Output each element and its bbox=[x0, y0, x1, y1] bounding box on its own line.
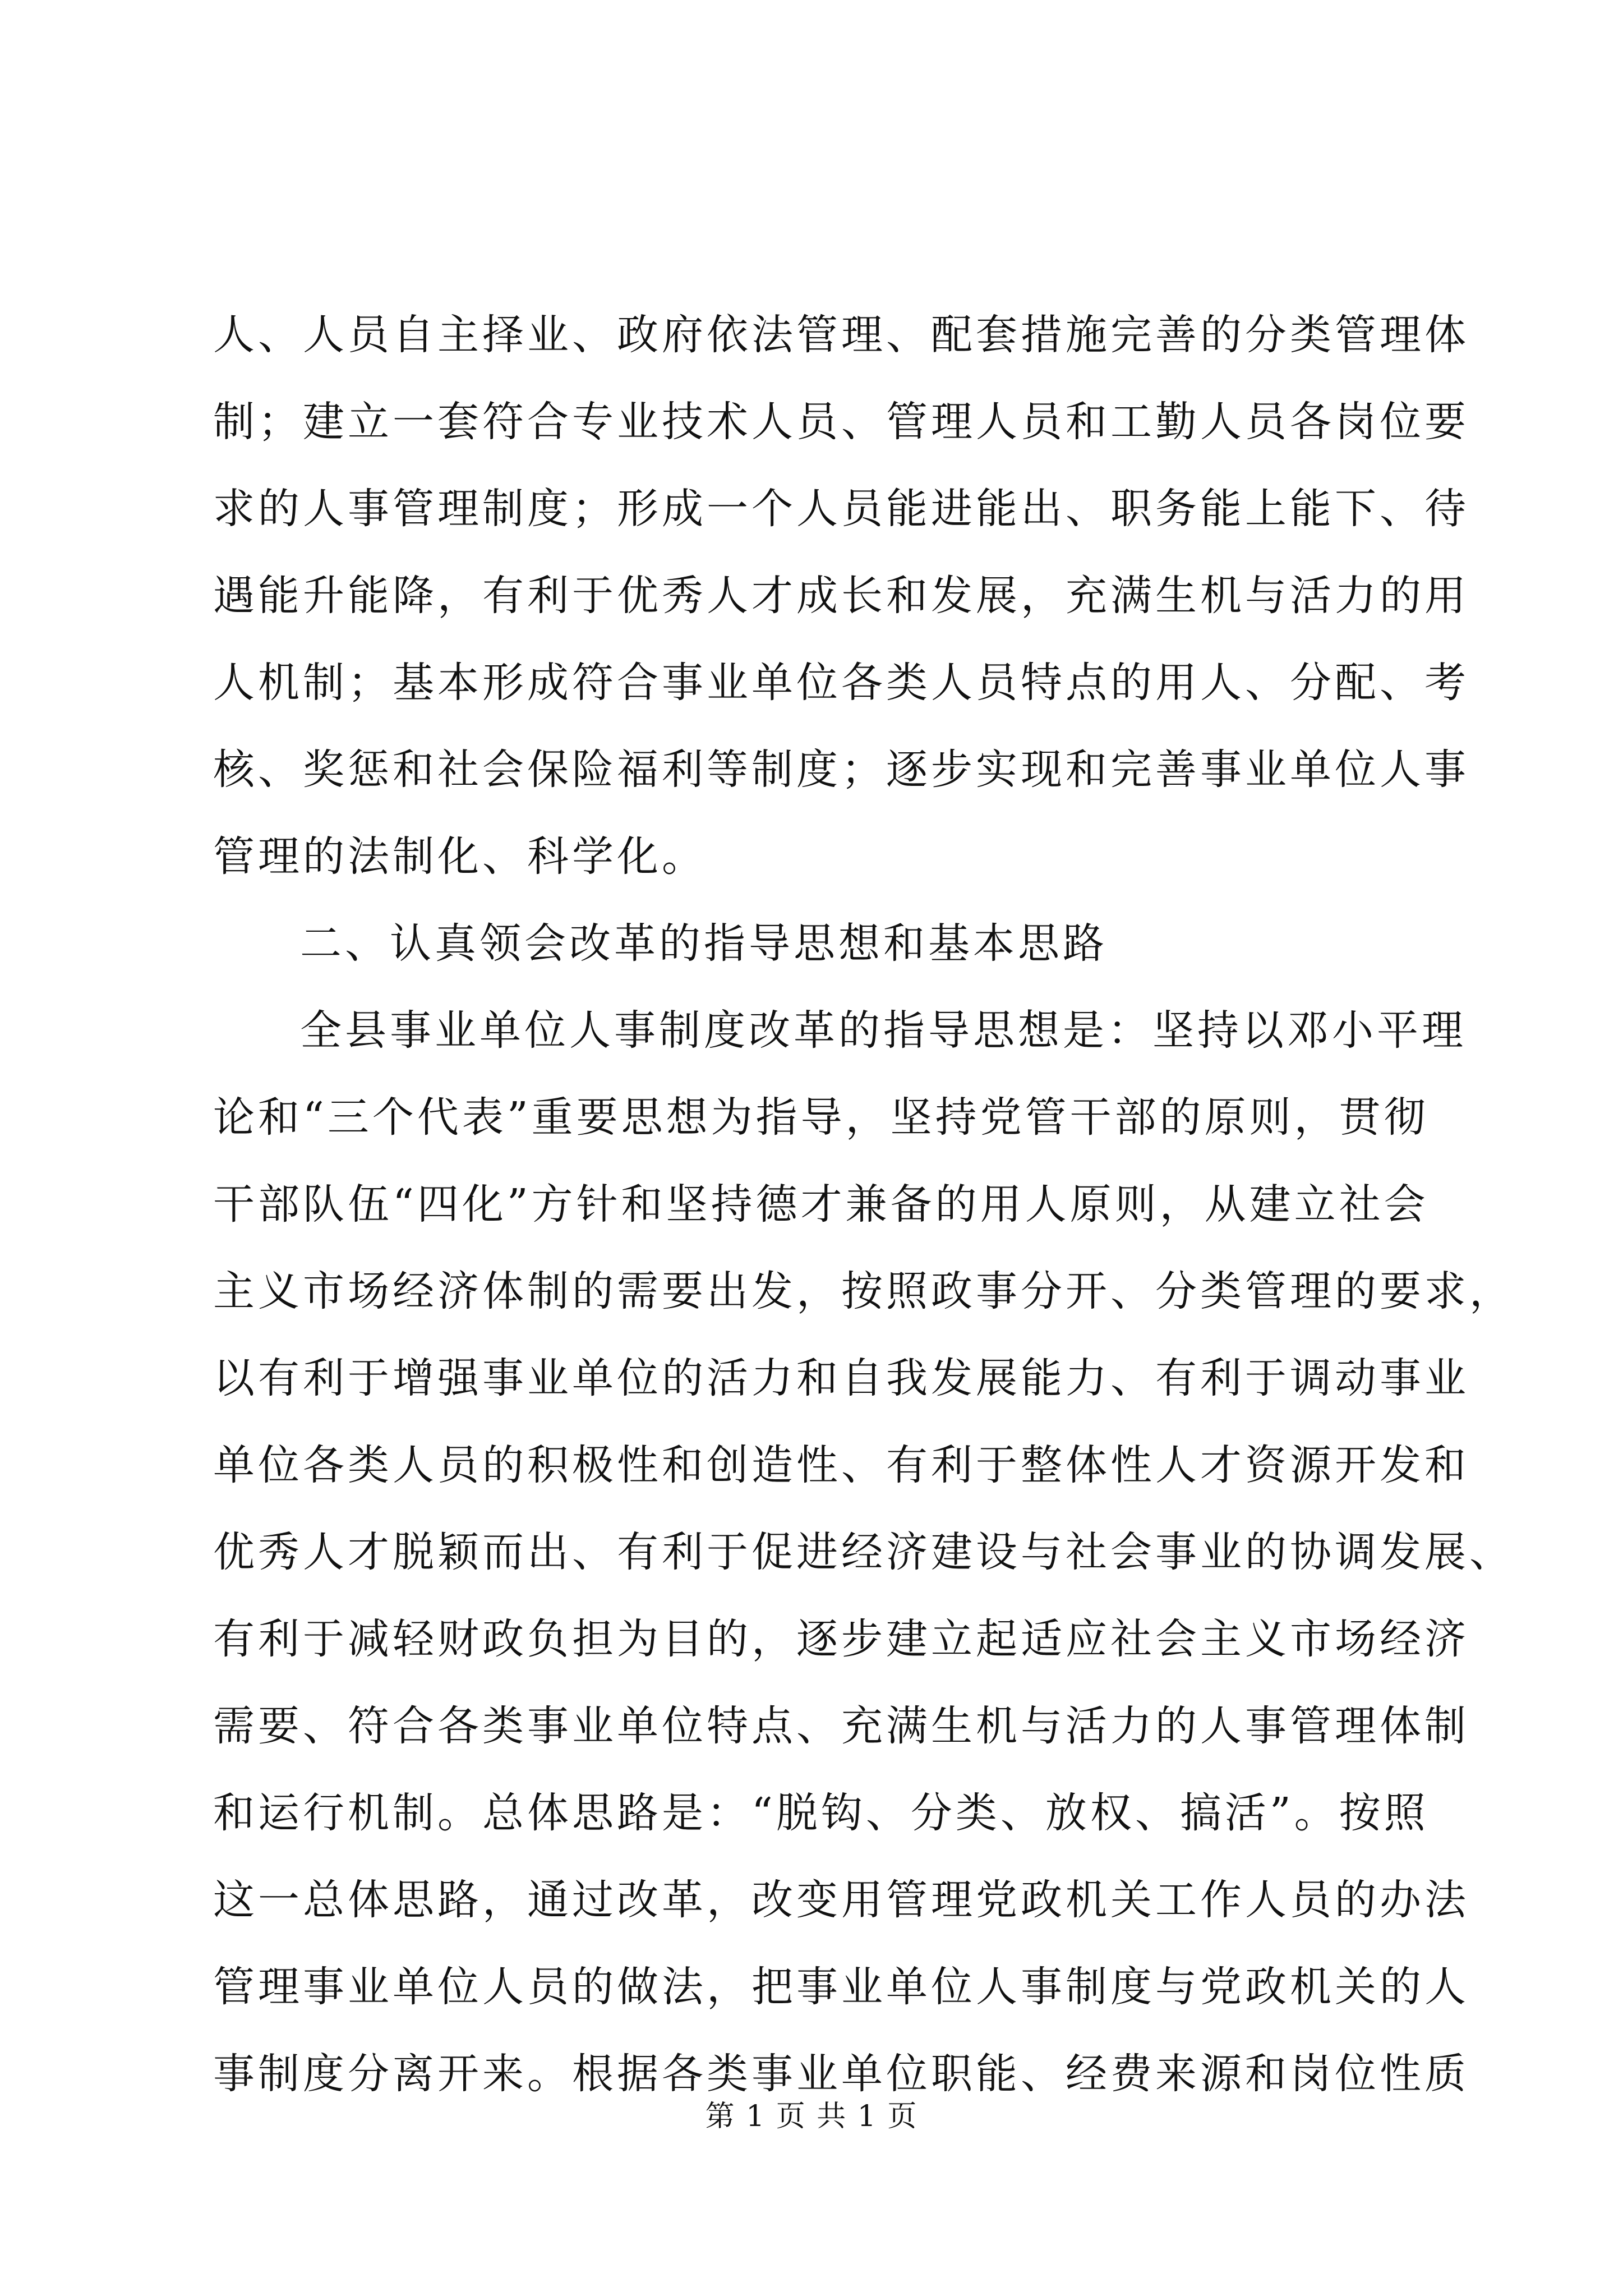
text-line: 人机制；基本形成符合事业单位各类人员特点的用人、分配、考 bbox=[213, 659, 1469, 707]
text-line: 需要、符合各类事业单位特点、充满生机与活力的人事管理体制 bbox=[213, 1702, 1469, 1750]
text-line: 管理事业单位人员的做法，把事业单位人事制度与党政机关的人 bbox=[213, 1963, 1469, 2011]
text-line: 核、奖惩和社会保险福利等制度；逐步实现和完善事业单位人事 bbox=[213, 746, 1469, 794]
text-line: 优秀人才脱颖而出、有利于促进经济建设与社会事业的协调发展、 bbox=[213, 1528, 1514, 1576]
text-line: 这一总体思路，通过改革，改变用管理党政机关工作人员的办法 bbox=[213, 1876, 1469, 1924]
text-line: 求的人事管理制度；形成一个人员能进能出、职务能上能下、待 bbox=[213, 485, 1469, 533]
text-line: 以有利于增强事业单位的活力和自我发展能力、有利于调动事业 bbox=[213, 1354, 1469, 1402]
section-heading: 二、认真领会改革的指导思想和基本思路 bbox=[300, 919, 1108, 968]
text-line: 有利于减轻财政负担为目的，逐步建立起适应社会主义市场经济 bbox=[213, 1615, 1469, 1663]
text-line: 主义市场经济体制的需要出发，按照政事分开、分类管理的要求， bbox=[213, 1267, 1514, 1315]
document-body bbox=[213, 292, 1514, 2118]
text-line: 干部队伍“四化”方针和坚持德才兼备的用人原则，从建立社会 bbox=[213, 1180, 1429, 1228]
page-number-footer: 第 1 页 共 1 页 bbox=[705, 2100, 918, 2133]
text-line: 和运行机制。总体思路是：“脱钩、分类、放权、搞活”。按照 bbox=[213, 1789, 1429, 1837]
text-line: 管理的法制化、科学化。 bbox=[213, 832, 707, 881]
text-line: 单位各类人员的积极性和创造性、有利于整体性人才资源开发和 bbox=[213, 1441, 1469, 1489]
text-line: 人、人员自主择业、政府依法管理、配套措施完善的分类管理体 bbox=[213, 311, 1469, 359]
text-line: 全县事业单位人事制度改革的指导思想是：坚持以邓小平理 bbox=[300, 1006, 1467, 1055]
text-line: 制；建立一套符合专业技术人员、管理人员和工勤人员各岗位要 bbox=[213, 398, 1469, 446]
text-line: 遇能升能降，有利于优秀人才成长和发展，充满生机与活力的用 bbox=[213, 572, 1469, 620]
text-line: 事制度分离开来。根据各类事业单位职能、经费来源和岗位性质 bbox=[213, 2050, 1469, 2098]
text-line: 论和“三个代表”重要思想为指导，坚持党管干部的原则，贯彻 bbox=[213, 1093, 1429, 1142]
